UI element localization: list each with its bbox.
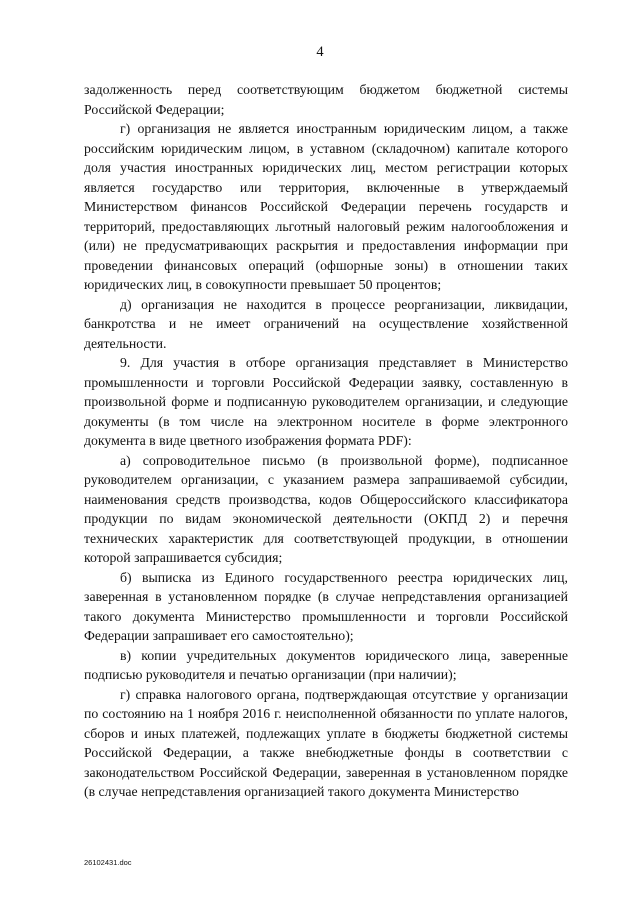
paragraph-clause-9: 9. Для участия в отборе организация представляет в Министерство промышленности и торговли Российской Федерации заявку, составленную в произвольной форме и подписанную руководителем организации, и следующие документы (в том числе на электронном носителе в форме электронного документа в виде цветного изображения формата PDF): xyxy=(84,355,568,448)
paragraph-item-g-foreign: г) организация не является иностранным юридическим лицом, а также российским юридическим лицом, в уставном (складочном) капитале которого доля участия иностранных юридических лиц, местом регистрации которых является государство или территория, включенные в утверждаемый Министерством финансов Российской Федерации перечень государств и территорий, предоставляющих льготный налоговый режим налогообложения и (или) не предусматривающих раскрытия и предоставления информации при проведении финансовых операций (офшорные зоны) в отношении таких юридических лиц, в совокупности превышает 50 процентов; xyxy=(84,121,568,292)
paragraph-item-d-reorganization: д) организация не находится в процессе реорганизации, ликвидации, банкротства и не имеет ограничений на осуществление хозяйственной деятельности. xyxy=(84,296,568,351)
page-number: 4 xyxy=(316,44,324,60)
paragraph-item-a-cover-letter: а) сопроводительное письмо (в произвольной форме), подписанное руководителем организации, с указанием размера запрашиваемой субсидии, наименования средств производства, кодов Общероссийского классификатора продукции по видам экономической деятельности (ОКПД 2) и перечня технических характеристик для соответствующей продукции, в отношении которой запрашивается субсидия; xyxy=(84,452,568,565)
document-body xyxy=(84,80,568,802)
paragraph-item-v-charter-copies: в) копии учредительных документов юридического лица, заверенные подписью руководителя и печатью организации (при наличии); xyxy=(84,647,568,682)
paragraph-item-g-tax-certificate: г) справка налогового органа, подтверждающая отсутствие у организации по состоянию на 1 ноября 2016 г. неисполненной обязанности по уплате налогов, сборов и иных платежей, подлежащих уплате в бюджеты бюджетной системы Российской Федерации, а также внебюджетные фонды в соответствии с законодательством Российской Федерации, заверенная в установленном порядке (в случае непредставления организацией такого документа Министерство xyxy=(84,686,568,799)
paragraph-item-b-registry-extract: б) выписка из Единого государственного реестра юридических лиц, заверенная в установленном порядке (в случае непредставления организацией такого документа Министерство промышленности и торговли Российской Федерации запрашивает его самостоятельно); xyxy=(84,569,568,643)
footer-file-code: 26102431.doc xyxy=(84,858,132,867)
paragraph-continuation: задолженность перед соответствующим бюджетом бюджетной системы Российской Федерации; xyxy=(84,82,568,117)
